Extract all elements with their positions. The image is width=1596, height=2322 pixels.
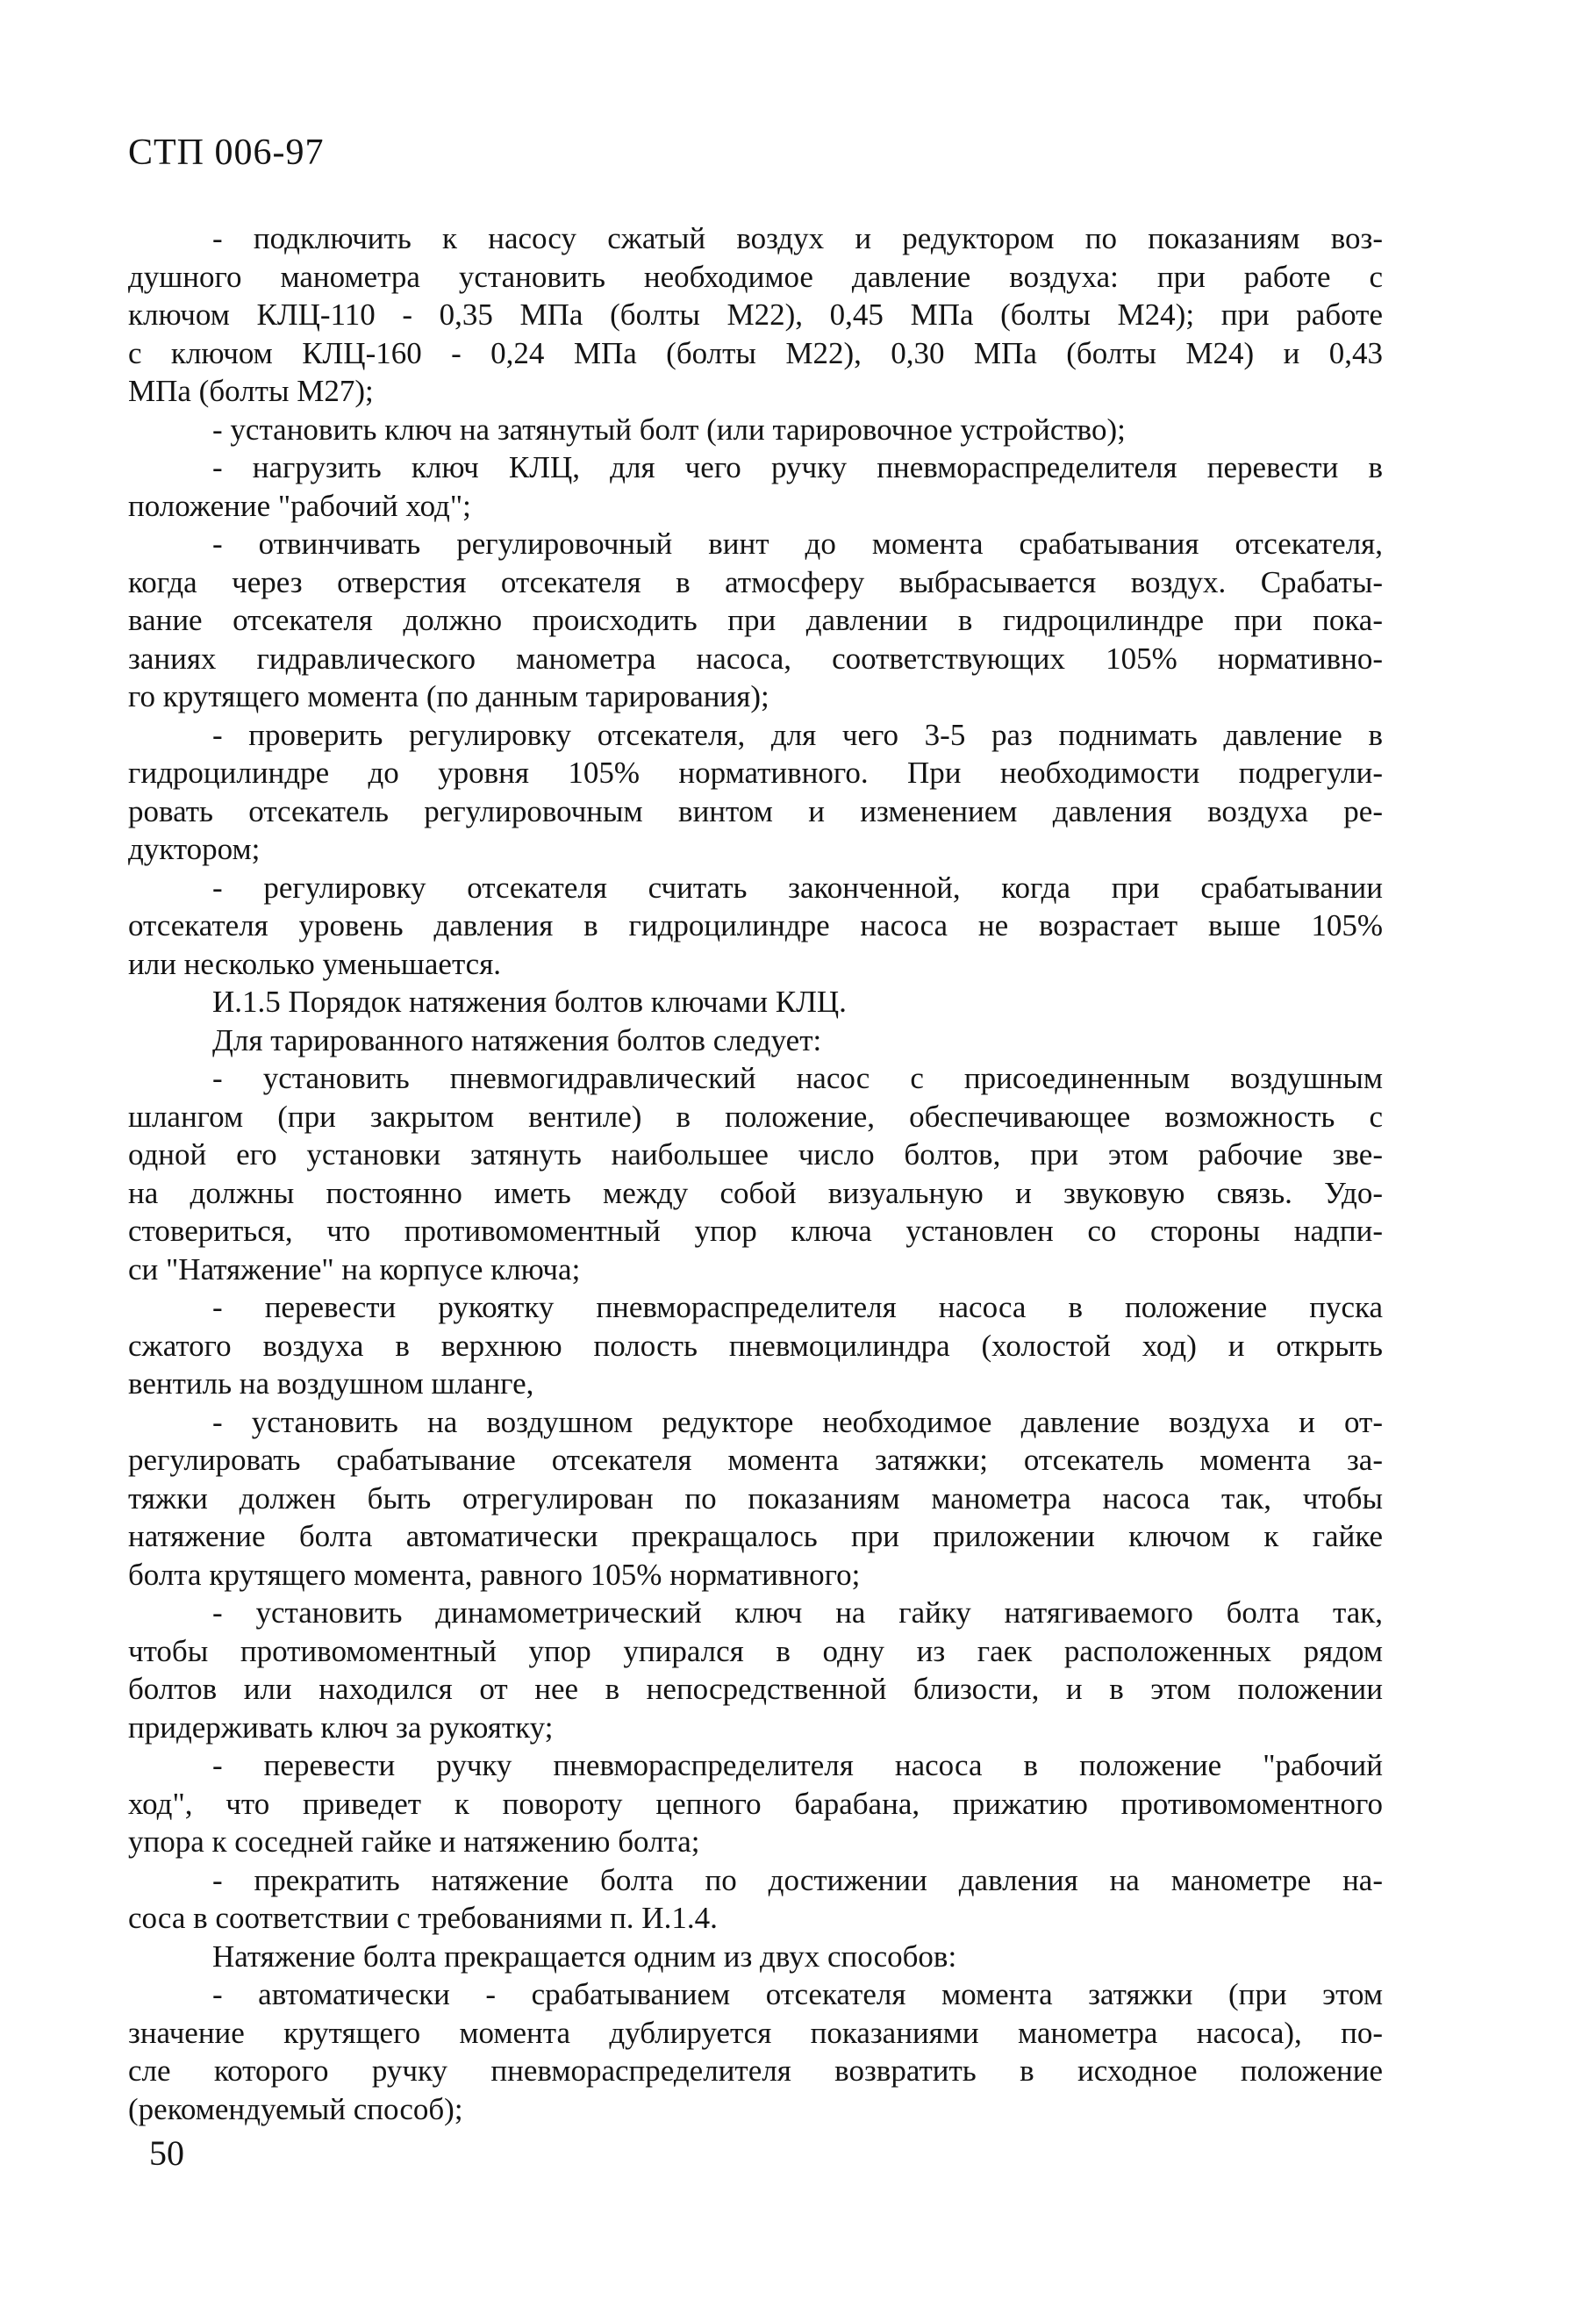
text-line: болта крутящего момента, равного 105% нормативного; (128, 1557, 861, 1592)
text-line: заниях гидравлического манометра насоса, соответствующих 105% нормативно- (128, 641, 1383, 676)
body-text (128, 219, 1383, 2128)
text-line: когда через отверстия отсекателя в атмосферу выбрасывается воздух. Срабаты- (128, 564, 1383, 599)
text-line: - установить ключ на затянутый болт (или тарировочное устройство); (212, 412, 1126, 447)
text-line: - подключить к насосу сжатый воздух и редуктором по показаниям воз- (212, 221, 1383, 255)
text-line: - нагрузить ключ КЛЦ, для чего ручку пневмораспределителя перевести в (212, 450, 1383, 484)
text-line: душного манометра установить необходимое давление воздуха: при работе с (128, 259, 1383, 294)
text-line: - прекратить натяжение болта по достижении давления на манометре на- (212, 1862, 1383, 1897)
text-line: упора к соседней гайке и натяжению болта; (128, 1824, 700, 1859)
text-line: МПа (болты М27); (128, 374, 374, 408)
text-line: го крутящего момента (по данным тарирования); (128, 679, 769, 713)
page-number: 50 (149, 2133, 184, 2173)
text-line: - установить пневмогидравлический насос с присоединенным воздушным (212, 1061, 1383, 1095)
text-line: регулировать срабатывание отсекателя момента затяжки; отсекатель момента за- (128, 1443, 1383, 1477)
document-code-header: СТП 006-97 (128, 133, 325, 173)
text-line: Для тарированного натяжения болтов следует: (212, 1022, 822, 1057)
text-line: дуктором; (128, 832, 261, 866)
text-line: сжатого воздуха в верхнюю полость пневмоцилиндра (холостой ход) и открыть (128, 1328, 1383, 1363)
text-line: натяжение болта автоматически прекращалось при приложении ключом к гайке (128, 1519, 1383, 1553)
text-line: вентиль на воздушном шланге, (128, 1366, 534, 1401)
text-line: - перевести ручку пневмораспределителя насоса в положение "рабочий (212, 1748, 1383, 1782)
text-line: стовериться, что противомоментный упор ключа установлен со стороны надпи- (128, 1214, 1383, 1248)
text-line: И.1.5 Порядок натяжения болтов ключами КЛЦ. (212, 985, 847, 1019)
text-line: на должны постоянно иметь между собой визуальную и звуковую связь. Удо- (128, 1175, 1383, 1210)
text-line: ровать отсекатель регулировочным винтом и изменением давления воздуха ре- (128, 793, 1383, 828)
text-line: си "Натяжение" на корпусе ключа; (128, 1251, 581, 1286)
text-line: - отвинчивать регулировочный винт до момента срабатывания отсекателя, (212, 527, 1383, 561)
text-line: - проверить регулировку отсекателя, для чего 3-5 раз поднимать давление в (212, 717, 1383, 752)
text-line: положение "рабочий ход"; (128, 488, 471, 523)
text-line: - перевести рукоятку пневмораспределителя насоса в положение пуска (212, 1290, 1383, 1324)
text-line: вание отсекателя должно происходить при давлении в гидроцилиндре при пока- (128, 603, 1383, 637)
text-line: гидроцилиндре до уровня 105% нормативного. При необходимости подрегули- (128, 756, 1383, 790)
text-line: - автоматически - срабатыванием отсекателя момента затяжки (при этом (212, 1977, 1383, 2011)
text-line: шлангом (при закрытом вентиле) в положение, обеспечивающее возможность с (128, 1099, 1383, 1134)
text-line: - регулировку отсекателя считать законченной, когда при срабатывании (212, 870, 1383, 905)
text-line: Натяжение болта прекращается одним из двух способов: (212, 1939, 957, 1974)
text-line: ключом КЛЦ-110 - 0,35 МПа (болты М22), 0,45 МПа (болты М24); при работе (128, 297, 1383, 332)
text-line: сле которого ручку пневмораспределителя возвратить в исходное положение (128, 2053, 1383, 2088)
text-line: одной его установки затянуть наибольшее число болтов, при этом рабочие зве- (128, 1137, 1383, 1172)
text-line: тяжки должен быть отрегулирован по показаниям манометра насоса так, чтобы (128, 1480, 1383, 1516)
text-line: значение крутящего момента дублируется показаниями манометра насоса), по- (128, 2015, 1383, 2050)
text-line: (рекомендуемый способ); (128, 2091, 463, 2126)
text-line: придерживать ключ за рукоятку; (128, 1709, 554, 1745)
text-line: с ключом КЛЦ-160 - 0,24 МПа (болты М22), 0,30 МПа (болты М24) и 0,43 (128, 335, 1383, 370)
text-line: - установить на воздушном редукторе необходимое давление воздуха и от- (212, 1404, 1383, 1439)
text-line: или несколько уменьшается. (128, 946, 502, 981)
text-line: отсекателя уровень давления в гидроцилиндре насоса не возрастает выше 105% (128, 908, 1383, 942)
text-line: соса в соответствии с требованиями п. И.1.4. (128, 1901, 718, 1935)
text-line: ход", что приведет к повороту цепного барабана, прижатию противомоментного (128, 1786, 1383, 1821)
text-line: - установить динамометрический ключ на гайку натягиваемого болта так, (212, 1595, 1383, 1630)
text-line: чтобы противомоментный упор упирался в одну из гаек расположенных рядом (128, 1633, 1383, 1668)
text-line: болтов или находился от нее в непосредственной близости, и в этом положении (128, 1672, 1383, 1706)
